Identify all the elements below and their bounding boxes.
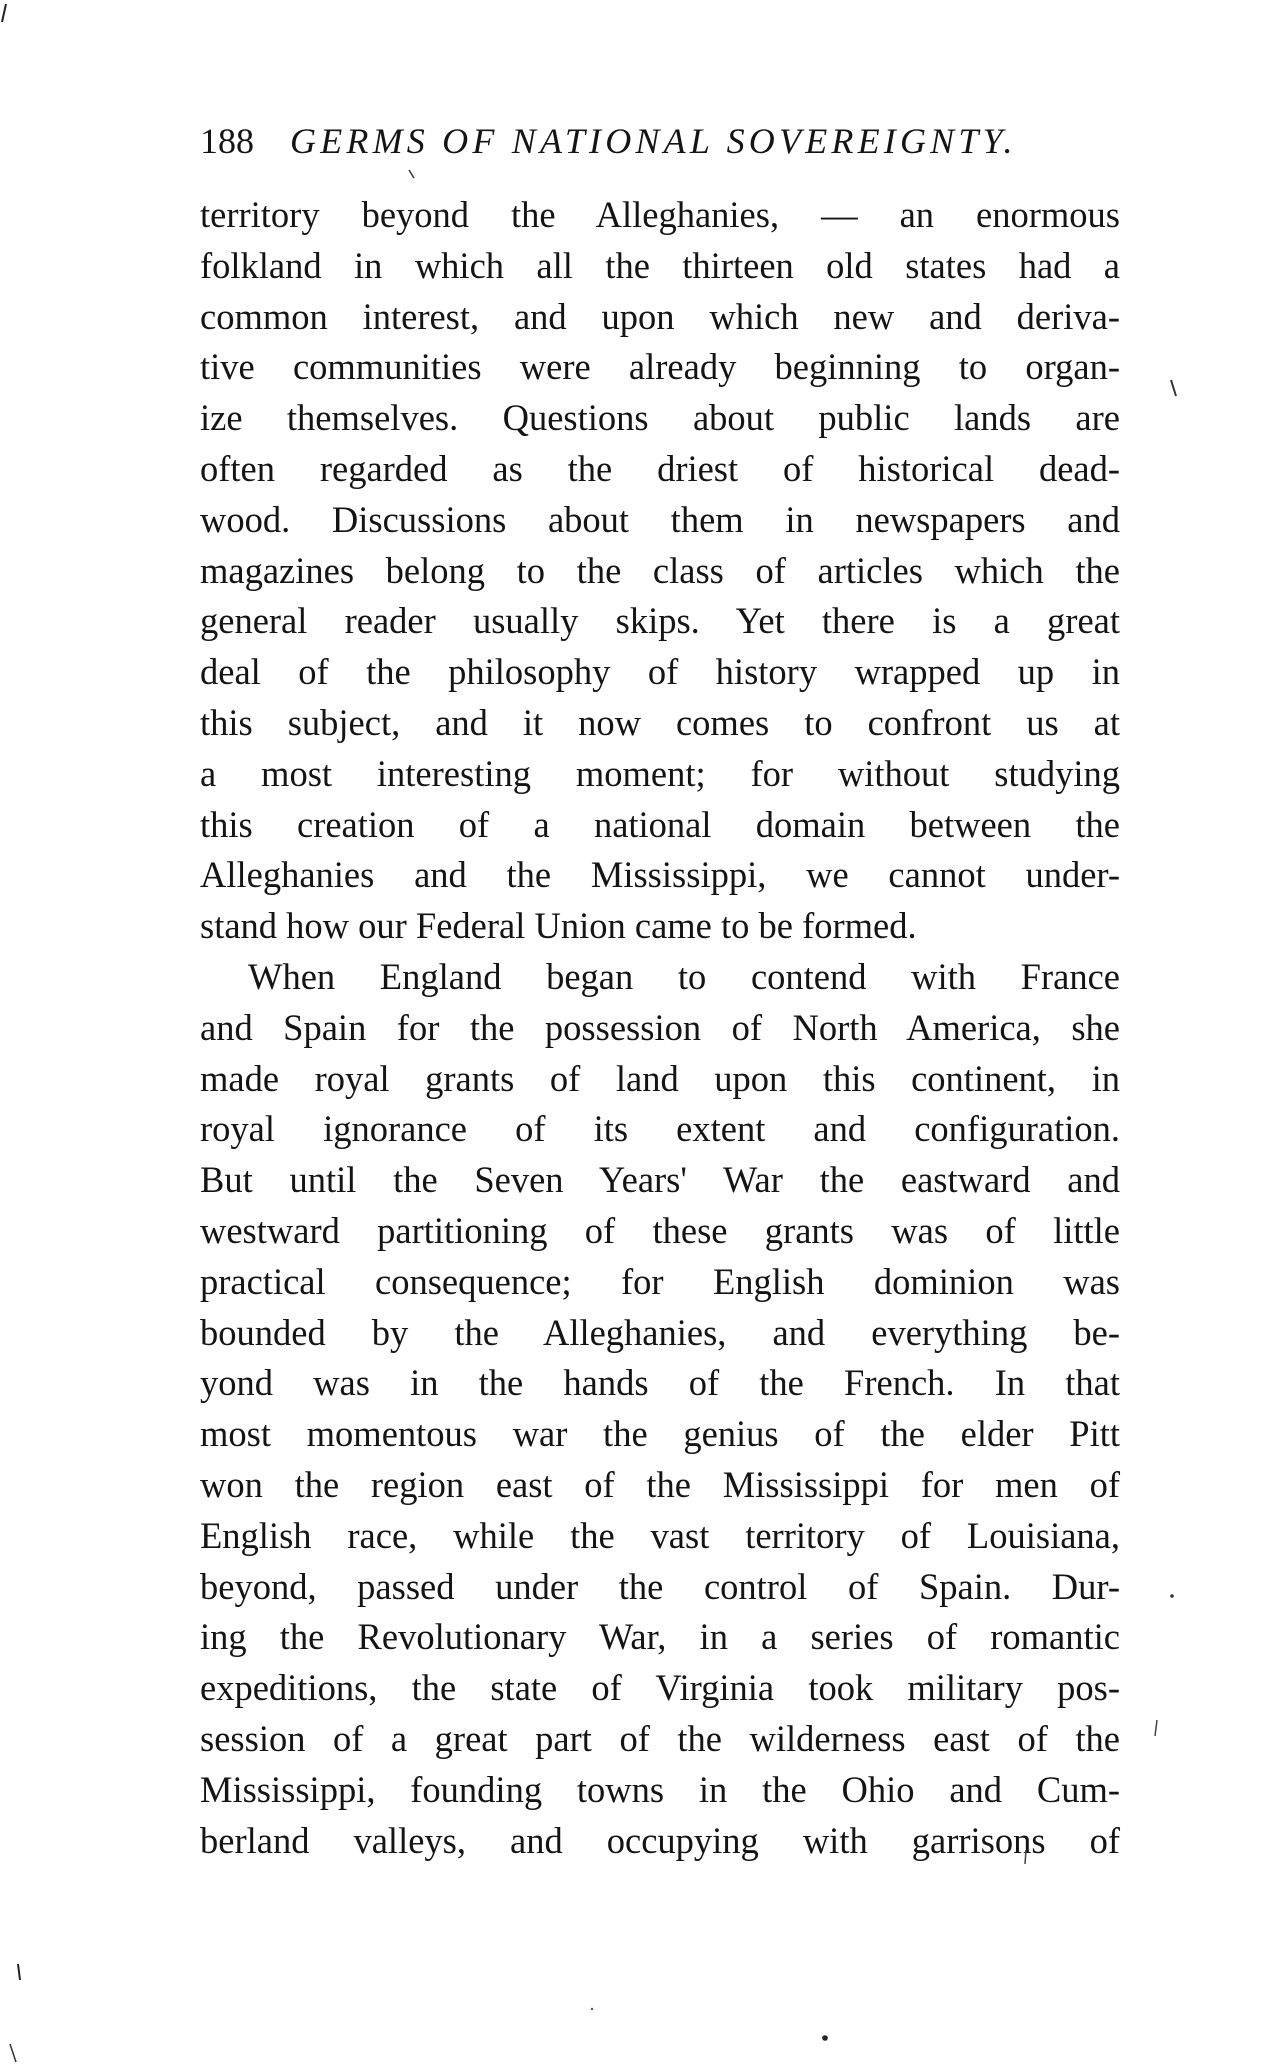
paragraph-1 (200, 190, 1120, 952)
text-line: territory beyond the Alleghanies, — an enormous (200, 194, 1120, 235)
text-line: ing the Revolutionary War, in a series of romantic (200, 1616, 1120, 1658)
text-line: won the region east of the Mississippi for men of (200, 1463, 1120, 1505)
text-line: expeditions, the state of Virginia took military pos- (200, 1667, 1120, 1709)
text-line: wood. Discussions about them in newspapers and (200, 498, 1120, 540)
text-line: this subject, and it now comes to confront us at (200, 701, 1120, 743)
scan-mark (18, 1964, 20, 1980)
text-line: magazines belong to the class of articles which the (200, 549, 1120, 591)
text-line: stand how our Federal Union came to be formed. (200, 905, 917, 947)
text-line: royal ignorance of its extent and configuration. (200, 1108, 1120, 1150)
text-line: a most interesting moment; for without studying (200, 752, 1120, 794)
running-title: GERMS OF NATIONAL SOVEREIGNTY. (290, 121, 1017, 161)
text-line: Mississippi, founding towns in the Ohio and Cum- (200, 1768, 1120, 1810)
text-line: berland valleys, and occupying with garrisons of (200, 1819, 1120, 1861)
text-line: bounded by the Alleghanies, and everything be- (200, 1311, 1120, 1353)
text-line: deal of the philosophy of history wrapped up in (200, 651, 1120, 693)
text-line: practical consequence; for English dominion was (200, 1260, 1120, 1302)
scan-mark (822, 2035, 828, 2041)
scan-mark (10, 2044, 16, 2062)
text-line: English race, while the vast territory of Louisiana, (200, 1514, 1120, 1556)
text-line: beyond, passed under the control of Spain. Dur- (200, 1565, 1120, 1607)
text-line: tive communities were already beginning to organ- (200, 346, 1120, 388)
scan-mark (1155, 1720, 1157, 1736)
text-line: ize themselves. Questions about public lands are (200, 397, 1120, 439)
text-line: this creation of a national domain between the (200, 803, 1120, 845)
text-line: made royal grants of land upon this continent, in (200, 1057, 1120, 1099)
scan-mark (2, 4, 6, 22)
text-line: often regarded as the driest of historical dead- (200, 447, 1120, 489)
text-line: common interest, and upon which new and deriva- (200, 295, 1120, 337)
scan-mark (591, 2008, 593, 2010)
text-line: and Spain for the possession of North America, she (200, 1006, 1120, 1048)
text-line: But until the Seven Years' War the eastward and (200, 1159, 1120, 1201)
scan-mark (1170, 1594, 1174, 1598)
text-line: When England began to contend with France (248, 955, 1120, 997)
text-line: general reader usually skips. Yet there is a great (200, 600, 1120, 642)
text-line: Alleghanies and the Mississippi, we cannot under- (200, 854, 1120, 896)
text-line: yond was in the hands of the French. In that (200, 1362, 1120, 1404)
text-line: session of a great part of the wilderness east of the (200, 1717, 1120, 1759)
text-line: westward partitioning of these grants was of little (200, 1209, 1120, 1251)
text-line: most momentous war the genius of the elder Pitt (200, 1413, 1120, 1455)
scan-mark (1171, 380, 1176, 396)
body-text (200, 190, 1120, 1866)
scan-mark (409, 170, 414, 178)
running-head (200, 116, 1100, 166)
page-number: 188 (200, 121, 254, 161)
text-line: folkland in which all the thirteen old states had a (200, 244, 1120, 286)
paragraph-2 (200, 952, 1120, 1866)
